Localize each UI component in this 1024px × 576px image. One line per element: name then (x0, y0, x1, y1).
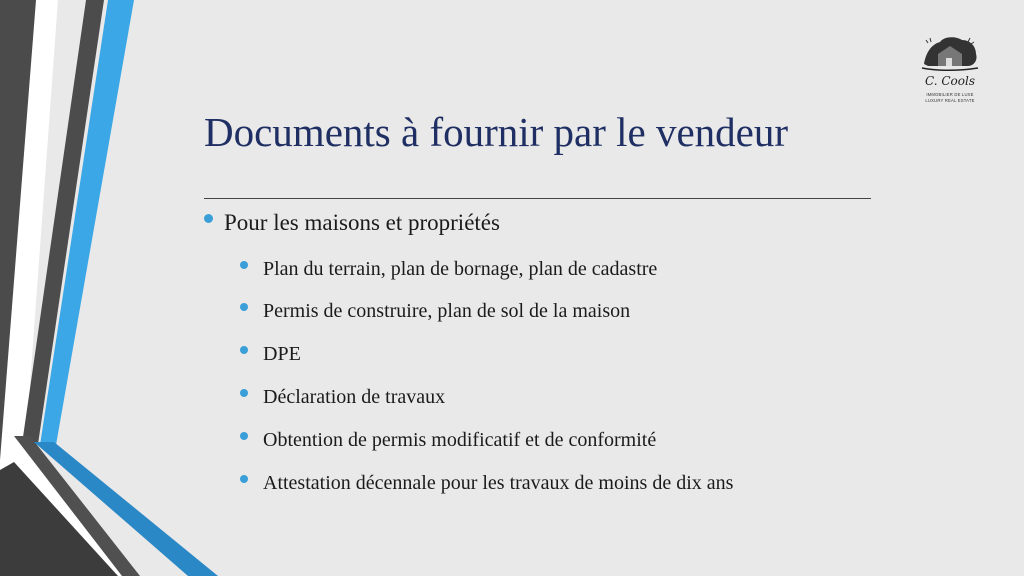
sub-bullet-text: Attestation décennale pour les travaux de moins de dix ans (263, 472, 734, 494)
sub-bullet-text: Déclaration de travaux (263, 386, 446, 408)
sub-bullet (240, 386, 445, 409)
main-bullet-text: Pour les maisons et propriétés (224, 210, 500, 235)
sub-bullet (240, 472, 733, 495)
sub-bullet-text: DPE (263, 343, 301, 365)
main-bullet (204, 210, 500, 236)
bullet-dot-icon (240, 346, 248, 354)
company-logo (918, 34, 982, 112)
decorative-stripes (0, 0, 240, 576)
title-divider (204, 198, 871, 199)
sub-bullet-text: Obtention de permis modificatif et de conformité (263, 429, 657, 451)
bullet-dot-icon (240, 432, 248, 440)
sub-bullet (240, 300, 630, 323)
logo-tagline-en: LUXURY REAL ESTATE (925, 98, 975, 103)
bullet-dot-icon (240, 389, 248, 397)
sub-bullet-text: Plan du terrain, plan de bornage, plan de cadastre (263, 258, 658, 280)
slide-title: Documents à fournir par le vendeur (204, 109, 789, 155)
tree-house-icon (918, 34, 982, 78)
bullet-dot-icon (240, 261, 248, 269)
logo-script-text: C. Cools (924, 74, 975, 88)
sub-bullet-text: Permis de construire, plan de sol de la maison (263, 300, 631, 322)
sub-bullet (240, 343, 301, 366)
sub-bullet (240, 258, 657, 281)
bullet-dot-icon (240, 475, 248, 483)
sub-bullet (240, 429, 656, 452)
bullet-dot-icon (240, 303, 248, 311)
bullet-dot-icon (204, 214, 213, 223)
logo-tagline-fr: IMMOBILIER DE LUXE (926, 92, 974, 97)
